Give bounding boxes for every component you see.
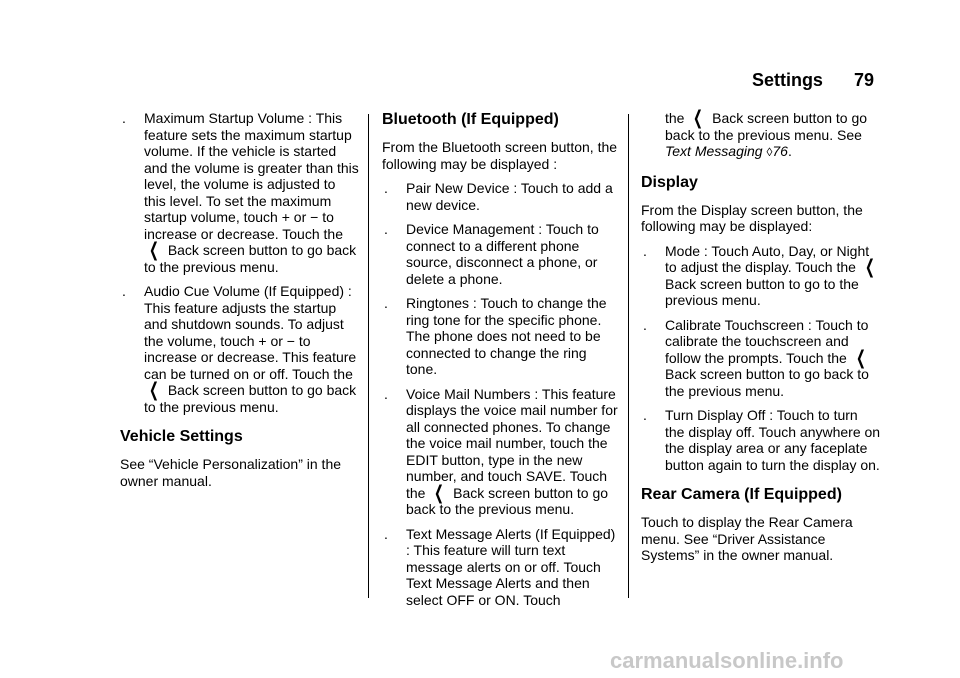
rear-camera-text: Touch to display the Rear Camera menu. See “Driver Assistance Systems” in the owner manual. <box>641 514 853 563</box>
back-chevron-icon: ❮ <box>864 257 875 278</box>
list-item <box>382 386 620 518</box>
item-text: Back screen button to go back to the previous menu. <box>406 484 609 517</box>
list-item <box>382 180 620 213</box>
back-chevron-icon: ❮ <box>855 347 866 369</box>
bullet: . <box>643 316 647 333</box>
continued-item-text <box>641 110 881 161</box>
section-title: Settings <box>751 70 823 90</box>
display-list <box>641 243 881 474</box>
back-chevron-icon: ❮ <box>149 380 159 401</box>
watermark: carmanualsonline.info <box>610 648 844 673</box>
item-text: Device Management : Touch to connect to a different phone source, disconnect a phone, or delete a phone. <box>406 221 599 287</box>
page-ref[interactable]: 76 <box>772 143 788 159</box>
item-text: Turn Display Off : Touch to turn the display off. Touch anywhere on the display area or any faceplate button again to turn the display on. <box>665 407 881 473</box>
column-1 <box>120 110 360 497</box>
vehicle-settings-text: See “Vehicle Personalization” in the owner manual. <box>120 456 342 489</box>
list-item <box>382 295 620 378</box>
item-text: Ringtones : Touch to change the ring tone for the specific phone. The phone does not need to be connected to change the ring tone. <box>406 295 607 377</box>
text-messaging-link[interactable]: Text Messaging <box>665 143 763 159</box>
vehicle-settings-heading: Vehicle Settings <box>120 428 243 445</box>
list-item <box>382 221 620 287</box>
bluetooth-intro: From the Bluetooth screen button, the following may be displayed : <box>382 139 618 172</box>
item-text: Calibrate Touchscreen : Touch to calibrate the touchscreen and follow the prompts. Touch the <box>665 316 869 366</box>
list-item <box>120 110 360 275</box>
back-chevron-icon: ❮ <box>149 240 159 261</box>
display-intro: From the Display screen button, the following may be displayed: <box>641 201 863 234</box>
back-chevron-icon: ❮ <box>434 482 445 504</box>
item-text: Audio Cue Volume (If Equipped) : This feature adjusts the startup and shutdown sounds. To adjust the volume, touch + or − to increase or decrease. This feature can be turned on or off. Touch the <box>144 283 357 382</box>
bullet: . <box>384 221 388 237</box>
item-text: Back screen button to go back to the previous menu. <box>144 382 357 415</box>
punctuation: . <box>787 143 792 159</box>
bullet: . <box>122 283 126 299</box>
list-item <box>641 407 881 473</box>
bullet: . <box>122 110 126 126</box>
audio-settings-list <box>120 110 360 415</box>
back-chevron-icon: ❮ <box>693 108 704 129</box>
display-heading: Display <box>641 173 698 191</box>
item-text: the <box>665 110 685 126</box>
list-item <box>641 243 881 309</box>
bullet: . <box>384 525 388 542</box>
item-text: Back screen button to go back to the previous menu. <box>144 242 357 275</box>
item-text: Pair New Device : Touch to add a new device. <box>406 180 613 213</box>
item-text: Back screen button to go back to the previous menu. <box>665 366 869 399</box>
bluetooth-list <box>382 180 620 608</box>
bullet: . <box>384 295 388 311</box>
bullet: . <box>643 407 647 423</box>
item-text: Text Message Alerts (If Equipped) : This feature will turn text message alerts on or off. Touch Text Message Alerts and then select OFF or ON. Touch <box>406 525 616 608</box>
bullet: . <box>384 385 388 402</box>
page-number: 79 <box>853 70 874 90</box>
bluetooth-heading: Bluetooth (If Equipped) <box>382 111 559 128</box>
list-item <box>382 526 620 609</box>
item-text: Back screen button to go to the previous menu. <box>665 275 859 308</box>
bullet: . <box>384 180 388 196</box>
page-header <box>752 70 874 91</box>
bullet: . <box>643 242 647 259</box>
item-text: Back screen button to go back to the previous menu. See <box>665 110 868 143</box>
list-item <box>641 317 881 400</box>
rear-camera-heading: Rear Camera (If Equipped) <box>641 486 842 503</box>
column-2 <box>382 110 620 616</box>
item-text: Mode : Touch Auto, Day, or Night to adjust the display. Touch the <box>665 242 870 275</box>
page-ref-icon: ◊ <box>766 145 773 159</box>
item-text: Voice Mail Numbers : This feature displays the voice mail number for all connected phones. To change the voice mail number, touch the EDIT button, type in the new number, and touch SAVE. Touch the <box>406 385 618 501</box>
column-divider-1 <box>368 114 369 598</box>
column-3 <box>641 110 881 572</box>
item-text: Maximum Startup Volume : This feature sets the maximum startup volume. If the vehicle is started and the volume is greater than this level, the volume is adjusted to this level. To set the maximum startup volume, touch + or − to increase or decrease. Touch the <box>144 110 359 242</box>
list-item <box>120 283 360 415</box>
column-divider-2 <box>628 114 629 598</box>
